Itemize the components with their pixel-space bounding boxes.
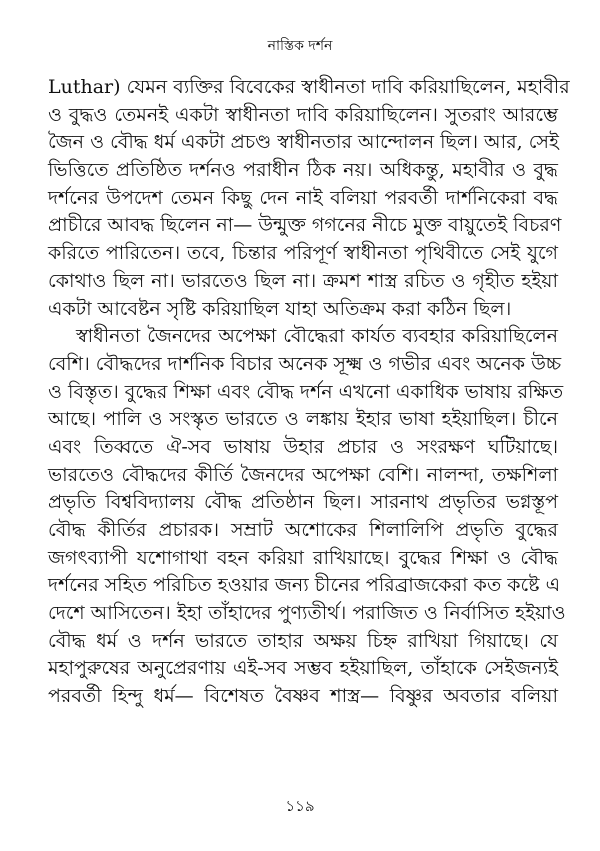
text-line: জগৎব্যাপী যশোগাথা বহন করিয়া রাখিয়াছে। বুদ্ধের শিক্ষা ও বৌদ্ধ — [48, 546, 558, 569]
text-line: কোথাও ছিল না। ভারতেও ছিল না। ক্রমশ শাস্ত্র রচিত ও গৃহীত হইয়া — [48, 269, 558, 292]
body-text — [48, 74, 570, 711]
running-header: নাস্তিক দর্শন — [267, 38, 333, 54]
text-line: প্রভৃতি বিশ্ববিদ্যালয় বৌদ্ধ প্রতিষ্ঠান ছিল। সারনাথ প্রভৃতির ভগ্নস্তূপ — [48, 491, 558, 514]
text-line: ও বুদ্ধও তেমনই একটা স্বাধীনতা দাবি করিয়াছিলেন। সুতরাং আরম্ভে — [48, 103, 558, 126]
text-line: ভিত্তিতে প্রতিষ্ঠিত দর্শনও পরাধীন ঠিক নয়। অধিকন্তু, মহাবীর ও বুদ্ধ — [48, 159, 558, 182]
text-line: দর্শনের সহিত পরিচিত হওয়ার জন্য চীনের পরিব্রাজকেরা কত কষ্টে এ — [48, 574, 561, 597]
text-line: স্বাধীনতা জৈনদের অপেক্ষা বৌদ্ধেরা কার্যত ব্যবহার করিয়াছিলেন — [76, 325, 558, 348]
text-line: জৈন ও বৌদ্ধ ধর্ম একটা প্রচণ্ড স্বাধীনতার আন্দোলন ছিল। আর, সেই — [48, 131, 559, 154]
text-line: একটা আবেষ্টন সৃষ্টি করিয়াছিল যাহা অতিক্রম করা কঠিন ছিল। — [48, 297, 512, 320]
text-line: Luthar) যেমন ব্যক্তির বিবেকের স্বাধীনতা দাবি করিয়াছিলেন, মহাবীর — [48, 76, 570, 98]
text-line: দর্শনের উপদেশ তেমন কিছু দেন নাই বলিয়া পরবর্তী দার্শনিকেরা বদ্ধ — [48, 186, 558, 209]
text-line: প্রাচীরে আবদ্ধ ছিলেন না— উন্মুক্ত গগনের নীচে মুক্ত বায়ুতেই বিচরণ — [48, 214, 562, 237]
text-line: ভারতেও বৌদ্ধদের কীর্তি জৈনদের অপেক্ষা বেশি। নালন্দা, তক্ষশিলা — [48, 463, 558, 486]
text-line: বৌদ্ধ ধর্ম ও দর্শন ভারতে তাহার অক্ষয় চিহ্ন রাখিয়া গিয়াছে। যে — [48, 629, 558, 652]
text-line: মহাপুরুষের অনুপ্রেরণায় এই-সব সম্ভব হইয়াছিল, তাঁহাকে সেইজন্যই — [48, 657, 558, 680]
text-line: পরবর্তী হিন্দু ধর্ম— বিশেষত বৈষ্ণব শাস্ত্র— বিষ্ণুর অবতার বলিয়া — [48, 685, 558, 708]
text-line: আছে। পালি ও সংস্কৃত ভারতে ও লঙ্কায় ইহার ভাষা হইয়াছিল। চীনে — [48, 408, 558, 431]
text-line: বেশি। বৌদ্ধদের দার্শনিক বিচার অনেক সূক্ষ্ম ও গভীর এবং অনেক উচ্চ — [48, 352, 562, 375]
text-line: করিতে পারিতেন। তবে, চিন্তার পরিপূর্ণ স্বাধীনতা পৃথিবীতে সেই যুগে — [48, 242, 558, 265]
text-line: বৌদ্ধ কীর্তির প্রচারক। সম্রাট অশোকের শিলালিপি প্রভৃতি বুদ্ধের — [48, 519, 558, 541]
text-line: ও বিস্তৃত। বুদ্ধের শিক্ষা এবং বৌদ্ধ দর্শন এখনো একাধিক ভাষায় রক্ষিত — [48, 380, 564, 403]
text-line: এবং তিব্বতে ঐ-সব ভাষায় উহার প্রচার ও সংরক্ষণ ঘটিয়াছে। — [48, 435, 558, 458]
text-line: দেশে আসিতেন। ইহা তাঁহাদের পুণ্যতীর্থ। পরাজিত ও নির্বাসিত হইয়াও — [48, 602, 566, 625]
page-number: ১১৯ — [285, 797, 315, 815]
